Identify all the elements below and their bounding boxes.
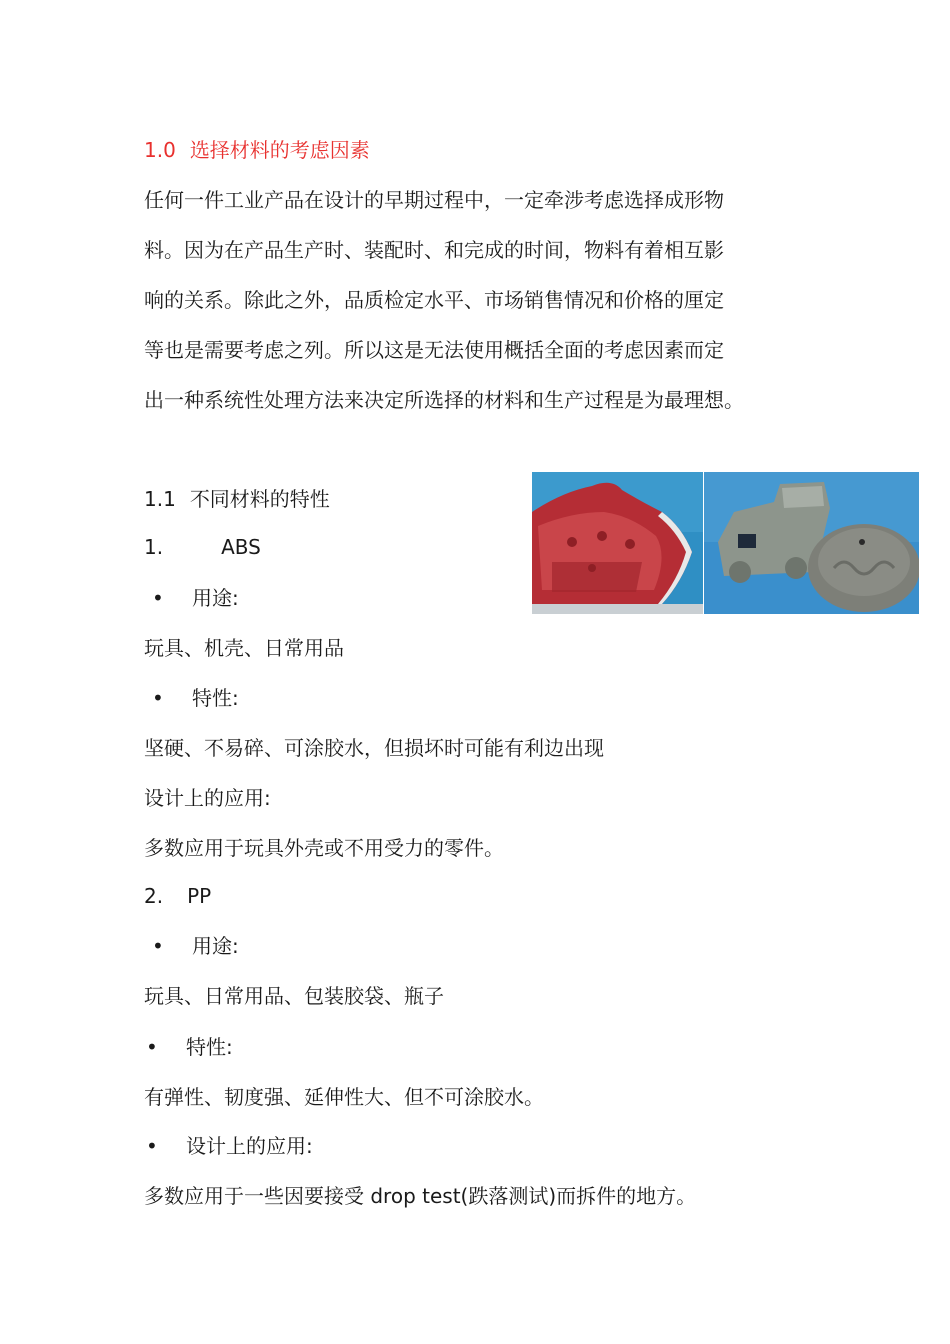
material-name: ABS [221, 535, 261, 559]
abs-part-photo [532, 472, 703, 614]
paragraph-line: 出一种系统性处理方法来决定所选择的材料和生产过程是为最理想。 [144, 388, 744, 412]
material-heading-pp [144, 882, 211, 910]
section-title: 不同材料的特性 [189, 487, 330, 511]
paragraph-line: 料。因为在产品生产时、装配时、和完成的时间，物料有着相互影 [144, 238, 724, 262]
property-label: 特性: [192, 686, 239, 710]
property-text: 坚硬、不易碎、可涂胶水，但损坏时可能有利边出现 [144, 736, 604, 760]
material-index: 1. [144, 535, 164, 559]
design-label: 设计上的应用: [186, 1134, 313, 1158]
usage-label: 用途: [192, 934, 239, 958]
property-label: 特性: [186, 1035, 233, 1059]
usage-label: 用途: [192, 586, 239, 610]
paragraph-line: 任何一件工业产品在设计的早期过程中，一定牵涉考虑选择成形物 [144, 188, 724, 212]
pp-parts-photo [704, 472, 919, 614]
bullet-icon: • [146, 1134, 158, 1158]
property-text: 有弹性、韧度强、延伸性大、但不可涂胶水。 [144, 1085, 544, 1109]
section-heading-1-0 [144, 136, 370, 164]
bullet-icon: • [152, 686, 164, 710]
usage-text: 玩具、机壳、日常用品 [144, 636, 344, 660]
paragraph-line: 响的关系。除此之外，品质检定水平、市场销售情况和价格的厘定 [144, 288, 724, 312]
usage-text: 玩具、日常用品、包装胶袋、瓶子 [144, 984, 444, 1008]
bullet-icon: • [152, 934, 164, 958]
material-name: PP [187, 884, 212, 908]
material-heading-abs [144, 533, 261, 561]
section-heading-1-1 [144, 485, 330, 513]
section-title: 选择材料的考虑因素 [189, 138, 370, 162]
paragraph-line: 等也是需要考虑之列。所以这是无法使用概括全面的考虑因素而定 [144, 338, 724, 362]
section-number: 1.0 [144, 138, 176, 162]
design-text: 多数应用于玩具外壳或不用受力的零件。 [144, 836, 504, 860]
bullet-icon: • [152, 586, 164, 610]
design-label: 设计上的应用: [144, 786, 271, 810]
section-number: 1.1 [144, 487, 176, 511]
bullet-icon: • [146, 1035, 158, 1059]
design-text: 多数应用于一些因要接受 drop test(跌落测试)而拆件的地方。 [144, 1184, 697, 1208]
material-index: 2. [144, 884, 164, 908]
